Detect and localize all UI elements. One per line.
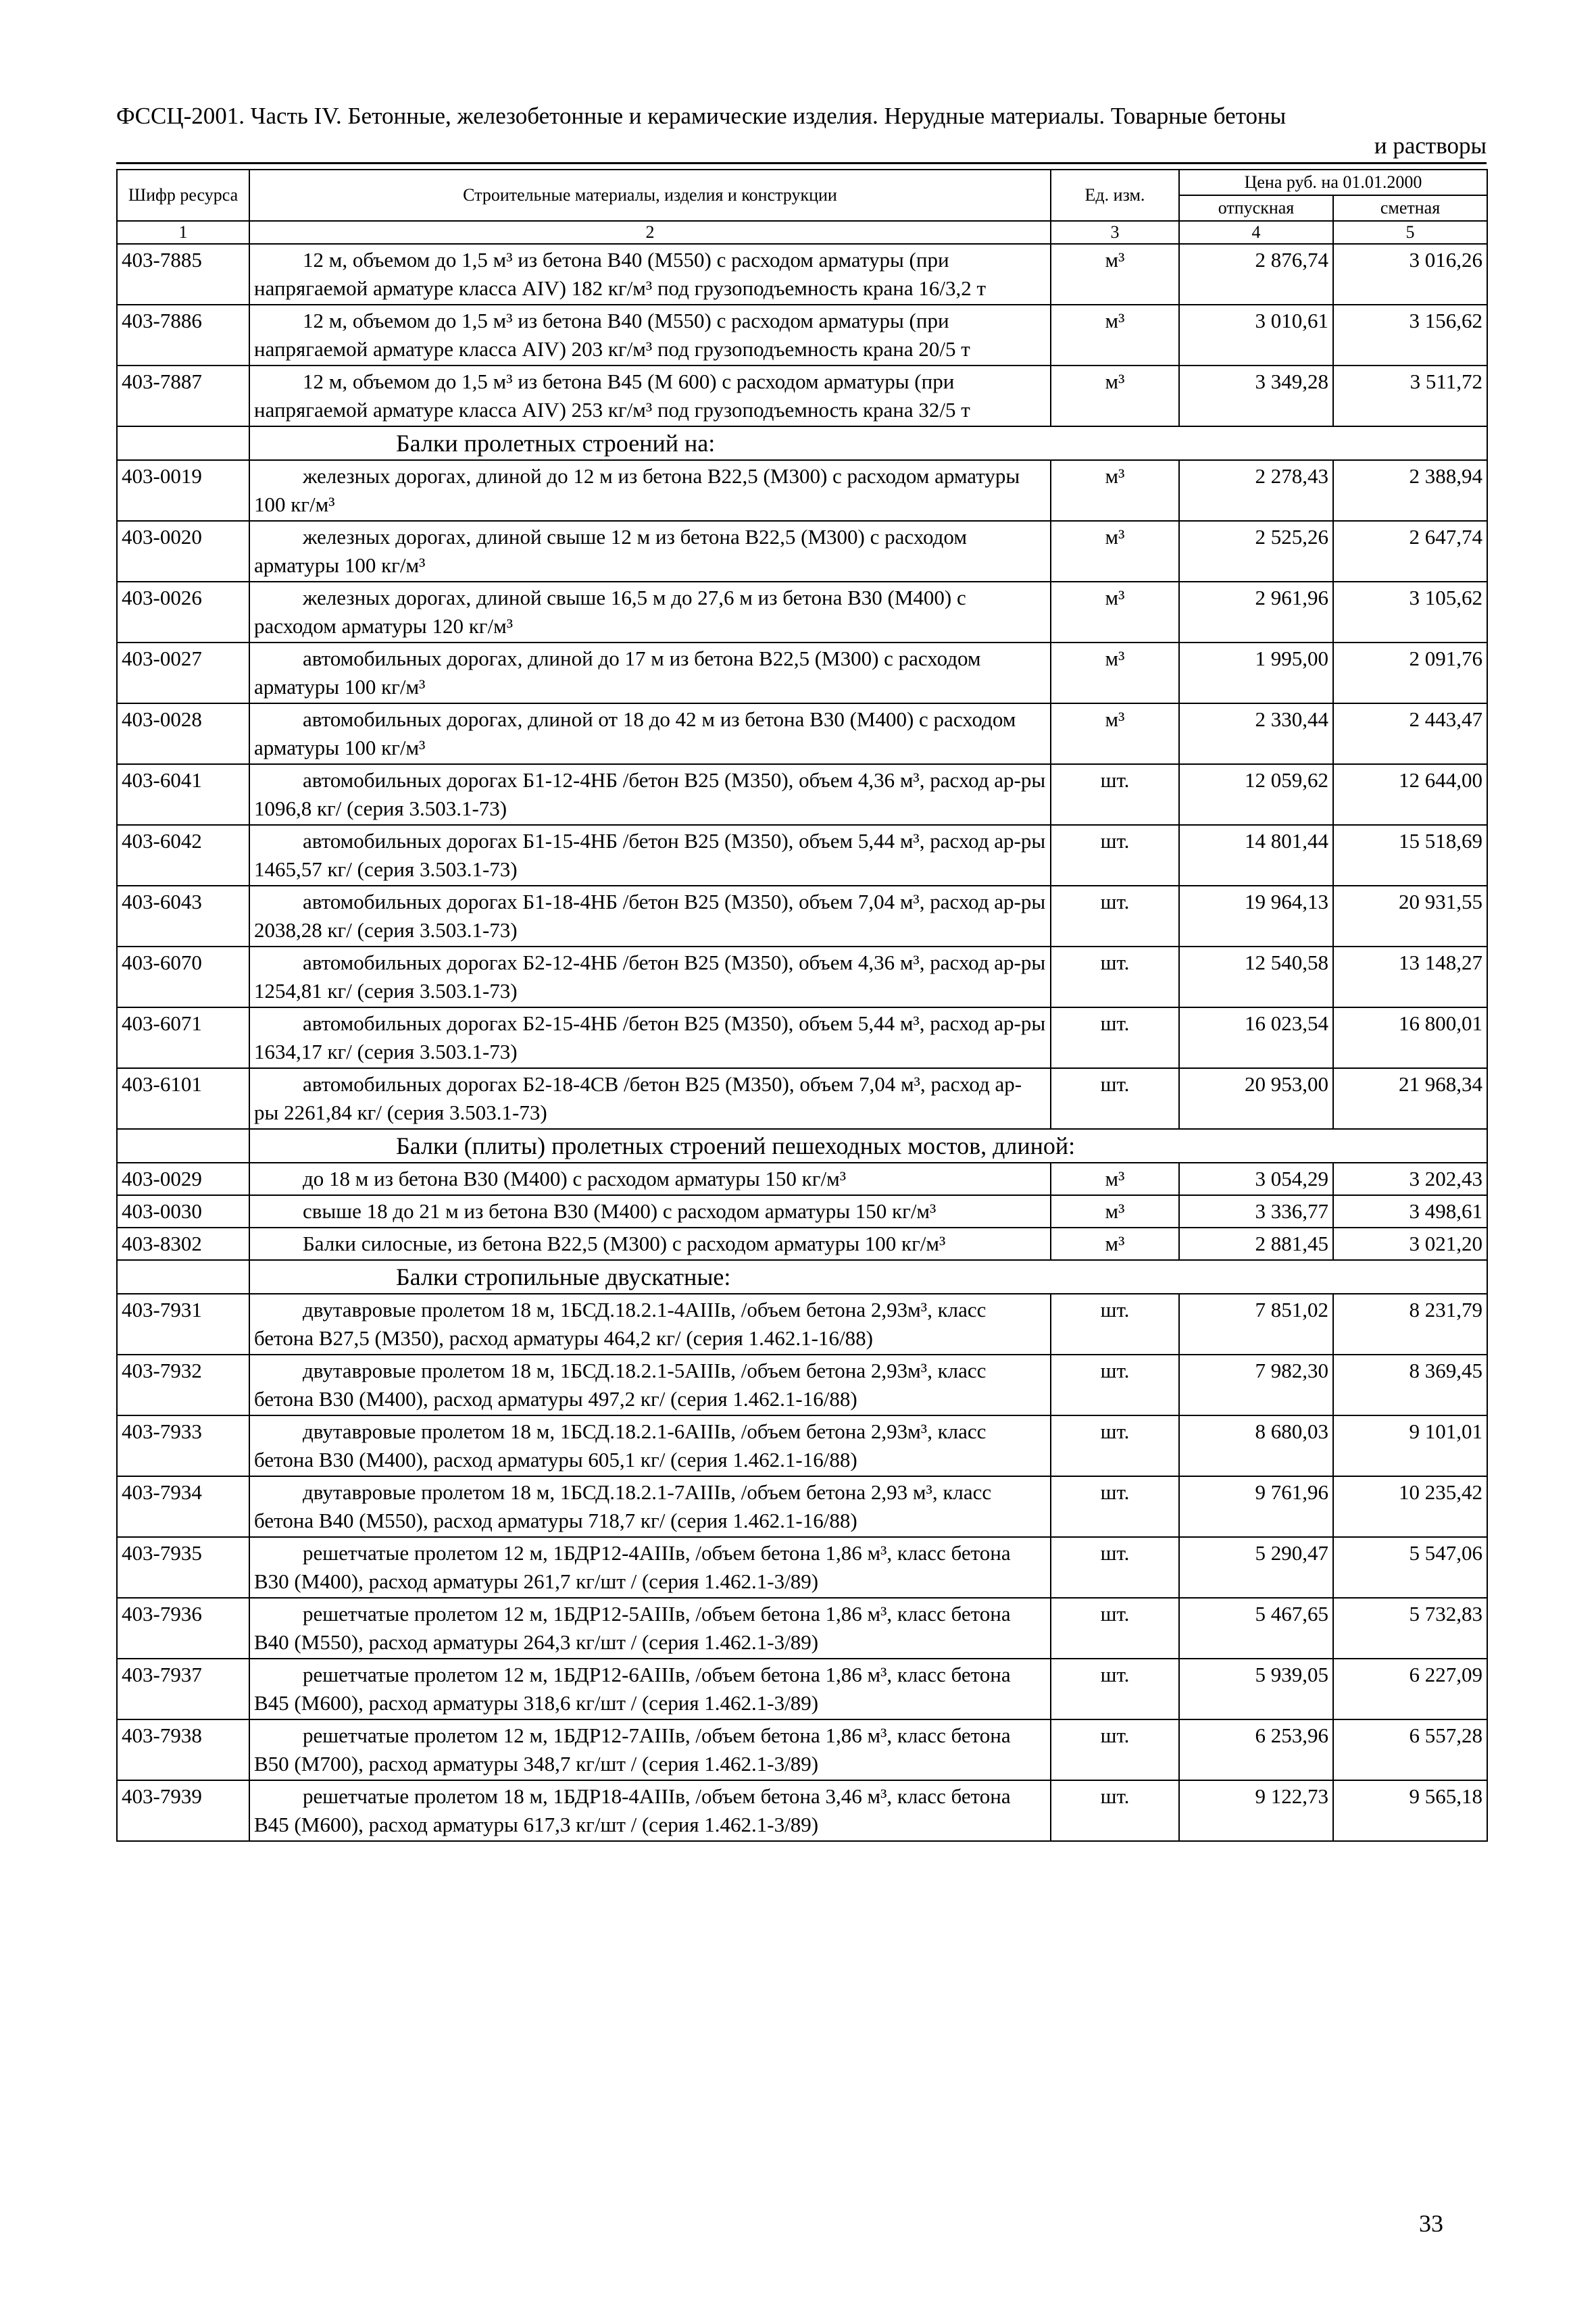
unit-cell: м³	[1051, 244, 1179, 305]
release-price-cell: 9 122,73	[1179, 1780, 1333, 1841]
description-cell: автомобильных дорогах Б2-12-4НБ /бетон В25 (М350), объем 4,36 м³, расход ар-ры 1254,81 кг/ (серия 3.503.1-73)	[249, 947, 1051, 1007]
release-price-cell: 2 876,74	[1179, 244, 1333, 305]
table-row	[117, 1007, 1487, 1068]
table-row	[117, 1537, 1487, 1598]
resource-code-cell: 403-0019	[117, 460, 249, 521]
header-rule	[116, 162, 1487, 164]
description-cell: Балки силосные, из бетона В22,5 (М300) с расходом арматуры 100 кг/м³	[249, 1228, 1051, 1260]
description-cell: автомобильных дорогах Б1-15-4НБ /бетон В25 (М350), объем 5,44 м³, расход ар-ры 1465,57 кг/ (серия 3.503.1-73)	[249, 825, 1051, 886]
table-row	[117, 1294, 1487, 1355]
unit-cell: шт.	[1051, 1355, 1179, 1415]
estimate-price-cell: 16 800,01	[1333, 1007, 1487, 1068]
resource-code-cell: 403-7936	[117, 1598, 249, 1659]
resource-code-cell: 403-7938	[117, 1719, 249, 1780]
resource-code-cell: 403-6071	[117, 1007, 249, 1068]
column-number: 5	[1333, 221, 1487, 244]
release-price-cell: 16 023,54	[1179, 1007, 1333, 1068]
description-cell: решетчатые пролетом 12 м, 1БДР12-4АIIIв, /объем бетона 1,86 м³, класс бетона В30 (М400), расход арматуры 261,7 кг/шт / (серия 1.462.1-3/89)	[249, 1537, 1051, 1598]
estimate-price-cell: 5 732,83	[1333, 1598, 1487, 1659]
table-row	[117, 305, 1487, 366]
table-row	[117, 366, 1487, 426]
column-number: 4	[1179, 221, 1333, 244]
description-cell: до 18 м из бетона В30 (М400) с расходом арматуры 150 кг/м³	[249, 1163, 1051, 1195]
resource-code-cell: 403-7939	[117, 1780, 249, 1841]
unit-cell: шт.	[1051, 1068, 1179, 1129]
column-header-code: Шифр ресурса	[117, 170, 249, 221]
estimate-price-cell: 10 235,42	[1333, 1476, 1487, 1537]
resource-code-cell: 403-0030	[117, 1195, 249, 1228]
table-body	[117, 244, 1487, 1841]
estimate-price-cell: 2 443,47	[1333, 703, 1487, 764]
unit-cell: шт.	[1051, 1415, 1179, 1476]
estimate-price-cell: 2 388,94	[1333, 460, 1487, 521]
resource-code-cell: 403-7934	[117, 1476, 249, 1537]
group-title: Балки стропильные двускатные:	[249, 1260, 1487, 1294]
column-number: 3	[1051, 221, 1179, 244]
release-price-cell: 5 290,47	[1179, 1537, 1333, 1598]
unit-cell: м³	[1051, 366, 1179, 426]
table-row	[117, 1659, 1487, 1719]
header-title-continuation: и растворы	[1374, 132, 1487, 159]
table-group-row	[117, 426, 1487, 460]
resource-code-cell: 403-0020	[117, 521, 249, 582]
resource-code-cell: 403-0027	[117, 643, 249, 703]
unit-cell: шт.	[1051, 1537, 1179, 1598]
column-number: 1	[117, 221, 249, 244]
resource-code-cell: 403-7933	[117, 1415, 249, 1476]
description-cell: автомобильных дорогах, длиной до 17 м из бетона В22,5 (М300) с расходом арматуры 100 кг/м³	[249, 643, 1051, 703]
description-cell: двутавровые пролетом 18 м, 1БСД.18.2.1-7АIIIв, /объем бетона 2,93 м³, класс бетона В40 (М550), расход арматуры 718,7 кг/ (серия 1.462.1-16/88)	[249, 1476, 1051, 1537]
estimate-price-cell: 9 101,01	[1333, 1415, 1487, 1476]
unit-cell: м³	[1051, 582, 1179, 643]
description-cell: свыше 18 до 21 м из бетона В30 (М400) с расходом арматуры 150 кг/м³	[249, 1195, 1051, 1228]
release-price-cell: 2 961,96	[1179, 582, 1333, 643]
unit-cell: м³	[1051, 1163, 1179, 1195]
description-cell: автомобильных дорогах Б1-18-4НБ /бетон В25 (М350), объем 7,04 м³, расход ар-ры 2038,28 кг/ (серия 3.503.1-73)	[249, 886, 1051, 947]
table-row	[117, 1719, 1487, 1780]
table-row	[117, 244, 1487, 305]
table-row	[117, 1476, 1487, 1537]
description-cell: 12 м, объемом до 1,5 м³ из бетона В40 (М550) с расходом арматуры (при напрягаемой арматуре класса AIV) 182 кг/м³ под грузоподъемность крана 16/3,2 т	[249, 244, 1051, 305]
release-price-cell: 7 982,30	[1179, 1355, 1333, 1415]
estimate-price-cell: 2 091,76	[1333, 643, 1487, 703]
description-cell: решетчатые пролетом 18 м, 1БДР18-4АIIIв, /объем бетона 3,46 м³, класс бетона В45 (М600), расход арматуры 617,3 кг/шт / (серия 1.462.1-3/89)	[249, 1780, 1051, 1841]
table-row	[117, 1068, 1487, 1129]
release-price-cell: 2 330,44	[1179, 703, 1333, 764]
release-price-cell: 1 995,00	[1179, 643, 1333, 703]
release-price-cell: 12 540,58	[1179, 947, 1333, 1007]
table-row	[117, 1195, 1487, 1228]
unit-cell: м³	[1051, 703, 1179, 764]
unit-cell: шт.	[1051, 1659, 1179, 1719]
resource-code-cell: 403-6101	[117, 1068, 249, 1129]
release-price-cell: 3 336,77	[1179, 1195, 1333, 1228]
release-price-cell: 3 054,29	[1179, 1163, 1333, 1195]
table-row	[117, 1598, 1487, 1659]
release-price-cell: 8 680,03	[1179, 1415, 1333, 1476]
description-cell: автомобильных дорогах Б2-18-4СВ /бетон В25 (М350), объем 7,04 м³, расход ар-ры 2261,84 кг/ (серия 3.503.1-73)	[249, 1068, 1051, 1129]
description-cell: железных дорогах, длиной свыше 16,5 м до 27,6 м из бетона В30 (М400) с расходом арматуры 120 кг/м³	[249, 582, 1051, 643]
table-row	[117, 825, 1487, 886]
table-row	[117, 1163, 1487, 1195]
unit-cell: шт.	[1051, 764, 1179, 825]
table-row	[117, 886, 1487, 947]
unit-cell: шт.	[1051, 825, 1179, 886]
resource-code-cell: 403-6041	[117, 764, 249, 825]
page-number: 33	[1419, 2210, 1443, 2237]
group-title: Балки (плиты) пролетных строений пешеходных мостов, длиной:	[249, 1129, 1487, 1163]
release-price-cell: 3 010,61	[1179, 305, 1333, 366]
table-row	[117, 1415, 1487, 1476]
table-group-row	[117, 1260, 1487, 1294]
description-cell: двутавровые пролетом 18 м, 1БСД.18.2.1-4АIIIв, /объем бетона 2,93м³, класс бетона В27,5 (М350), расход арматуры 464,2 кг/ (серия 1.462.1-16/88)	[249, 1294, 1051, 1355]
release-price-cell: 19 964,13	[1179, 886, 1333, 947]
unit-cell: м³	[1051, 521, 1179, 582]
unit-cell: м³	[1051, 460, 1179, 521]
unit-cell: м³	[1051, 1228, 1179, 1260]
resource-code-cell: 403-7935	[117, 1537, 249, 1598]
group-empty-cell	[117, 1260, 249, 1294]
table-row	[117, 460, 1487, 521]
estimate-price-cell: 3 498,61	[1333, 1195, 1487, 1228]
estimate-price-cell: 5 547,06	[1333, 1537, 1487, 1598]
column-header-name: Строительные материалы, изделия и конструкции	[249, 170, 1051, 221]
column-header-unit: Ед. изм.	[1051, 170, 1179, 221]
description-cell: 12 м, объемом до 1,5 м³ из бетона В40 (М550) с расходом арматуры (при напрягаемой арматуре класса AIV) 203 кг/м³ под грузоподъемность крана 20/5 т	[249, 305, 1051, 366]
table-row	[117, 521, 1487, 582]
description-cell: 12 м, объемом до 1,5 м³ из бетона В45 (М 600) с расходом арматуры (при напрягаемой арматуре класса AIV) 253 кг/м³ под грузоподъемность крана 32/5 т	[249, 366, 1051, 426]
estimate-price-cell: 2 647,74	[1333, 521, 1487, 582]
resource-code-cell: 403-0026	[117, 582, 249, 643]
unit-cell: шт.	[1051, 1007, 1179, 1068]
estimate-price-cell: 21 968,34	[1333, 1068, 1487, 1129]
column-number: 2	[249, 221, 1051, 244]
table-row	[117, 582, 1487, 643]
group-title: Балки пролетных строений на:	[249, 426, 1487, 460]
estimate-price-cell: 9 565,18	[1333, 1780, 1487, 1841]
unit-cell: м³	[1051, 643, 1179, 703]
table-row	[117, 1780, 1487, 1841]
release-price-cell: 9 761,96	[1179, 1476, 1333, 1537]
estimate-price-cell: 12 644,00	[1333, 764, 1487, 825]
table-row	[117, 947, 1487, 1007]
release-price-cell: 6 253,96	[1179, 1719, 1333, 1780]
description-cell: железных дорогах, длиной до 12 м из бетона В22,5 (М300) с расходом арматуры 100 кг/м³	[249, 460, 1051, 521]
group-empty-cell	[117, 1129, 249, 1163]
resource-code-cell: 403-7885	[117, 244, 249, 305]
price-table	[116, 169, 1488, 1842]
description-cell: автомобильных дорогах Б2-15-4НБ /бетон В25 (М350), объем 5,44 м³, расход ар-ры 1634,17 кг/ (серия 3.503.1-73)	[249, 1007, 1051, 1068]
unit-cell: шт.	[1051, 886, 1179, 947]
release-price-cell: 5 467,65	[1179, 1598, 1333, 1659]
estimate-price-cell: 3 511,72	[1333, 366, 1487, 426]
table-group-row	[117, 1129, 1487, 1163]
estimate-price-cell: 3 021,20	[1333, 1228, 1487, 1260]
header-title: ФССЦ-2001. Часть IV. Бетонные, железобетонные и керамические изделия. Нерудные материалы. Товарные бетоны	[116, 103, 1287, 129]
release-price-cell: 5 939,05	[1179, 1659, 1333, 1719]
resource-code-cell: 403-6042	[117, 825, 249, 886]
unit-cell: шт.	[1051, 1719, 1179, 1780]
estimate-price-cell: 6 227,09	[1333, 1659, 1487, 1719]
description-cell: железных дорогах, длиной свыше 12 м из бетона В22,5 (М300) с расходом арматуры 100 кг/м³	[249, 521, 1051, 582]
unit-cell: шт.	[1051, 1476, 1179, 1537]
column-header-release-price: отпускная	[1179, 195, 1333, 221]
release-price-cell: 7 851,02	[1179, 1294, 1333, 1355]
resource-code-cell: 403-7931	[117, 1294, 249, 1355]
estimate-price-cell: 8 231,79	[1333, 1294, 1487, 1355]
resource-code-cell: 403-7886	[117, 305, 249, 366]
column-header-estimate-price: сметная	[1333, 195, 1487, 221]
description-cell: автомобильных дорогах, длиной от 18 до 42 м из бетона В30 (М400) с расходом арматуры 100 кг/м³	[249, 703, 1051, 764]
description-cell: решетчатые пролетом 12 м, 1БДР12-5АIIIв, /объем бетона 1,86 м³, класс бетона В40 (М550), расход арматуры 264,3 кг/шт / (серия 1.462.1-3/89)	[249, 1598, 1051, 1659]
table-row	[117, 703, 1487, 764]
release-price-cell: 14 801,44	[1179, 825, 1333, 886]
release-price-cell: 2 278,43	[1179, 460, 1333, 521]
table-row	[117, 764, 1487, 825]
resource-code-cell: 403-0028	[117, 703, 249, 764]
page-header	[116, 101, 1487, 161]
estimate-price-cell: 3 105,62	[1333, 582, 1487, 643]
estimate-price-cell: 3 156,62	[1333, 305, 1487, 366]
estimate-price-cell: 15 518,69	[1333, 825, 1487, 886]
estimate-price-cell: 6 557,28	[1333, 1719, 1487, 1780]
unit-cell: м³	[1051, 1195, 1179, 1228]
release-price-cell: 12 059,62	[1179, 764, 1333, 825]
description-cell: решетчатые пролетом 12 м, 1БДР12-7АIIIв, /объем бетона 1,86 м³, класс бетона В50 (М700), расход арматуры 348,7 кг/шт / (серия 1.462.1-3/89)	[249, 1719, 1051, 1780]
group-empty-cell	[117, 426, 249, 460]
table-row	[117, 1355, 1487, 1415]
estimate-price-cell: 3 016,26	[1333, 244, 1487, 305]
description-cell: автомобильных дорогах Б1-12-4НБ /бетон В25 (М350), объем 4,36 м³, расход ар-ры 1096,8 кг/ (серия 3.503.1-73)	[249, 764, 1051, 825]
release-price-cell: 2 525,26	[1179, 521, 1333, 582]
resource-code-cell: 403-7887	[117, 366, 249, 426]
description-cell: двутавровые пролетом 18 м, 1БСД.18.2.1-5АIIIв, /объем бетона 2,93м³, класс бетона В30 (М400), расход арматуры 497,2 кг/ (серия 1.462.1-16/88)	[249, 1355, 1051, 1415]
estimate-price-cell: 3 202,43	[1333, 1163, 1487, 1195]
unit-cell: м³	[1051, 305, 1179, 366]
table-row	[117, 1228, 1487, 1260]
unit-cell: шт.	[1051, 1598, 1179, 1659]
resource-code-cell: 403-7937	[117, 1659, 249, 1719]
resource-code-cell: 403-6043	[117, 886, 249, 947]
resource-code-cell: 403-8302	[117, 1228, 249, 1260]
estimate-price-cell: 8 369,45	[1333, 1355, 1487, 1415]
release-price-cell: 3 349,28	[1179, 366, 1333, 426]
release-price-cell: 20 953,00	[1179, 1068, 1333, 1129]
resource-code-cell: 403-7932	[117, 1355, 249, 1415]
description-cell: решетчатые пролетом 12 м, 1БДР12-6АIIIв, /объем бетона 1,86 м³, класс бетона В45 (М600), расход арматуры 318,6 кг/шт / (серия 1.462.1-3/89)	[249, 1659, 1051, 1719]
unit-cell: шт.	[1051, 1294, 1179, 1355]
estimate-price-cell: 13 148,27	[1333, 947, 1487, 1007]
release-price-cell: 2 881,45	[1179, 1228, 1333, 1260]
resource-code-cell: 403-0029	[117, 1163, 249, 1195]
resource-code-cell: 403-6070	[117, 947, 249, 1007]
unit-cell: шт.	[1051, 947, 1179, 1007]
description-cell: двутавровые пролетом 18 м, 1БСД.18.2.1-6АIIIв, /объем бетона 2,93м³, класс бетона В30 (М400), расход арматуры 605,1 кг/ (серия 1.462.1-16/88)	[249, 1415, 1051, 1476]
estimate-price-cell: 20 931,55	[1333, 886, 1487, 947]
table-row	[117, 643, 1487, 703]
unit-cell: шт.	[1051, 1780, 1179, 1841]
column-header-price: Цена руб. на 01.01.2000	[1179, 170, 1487, 195]
